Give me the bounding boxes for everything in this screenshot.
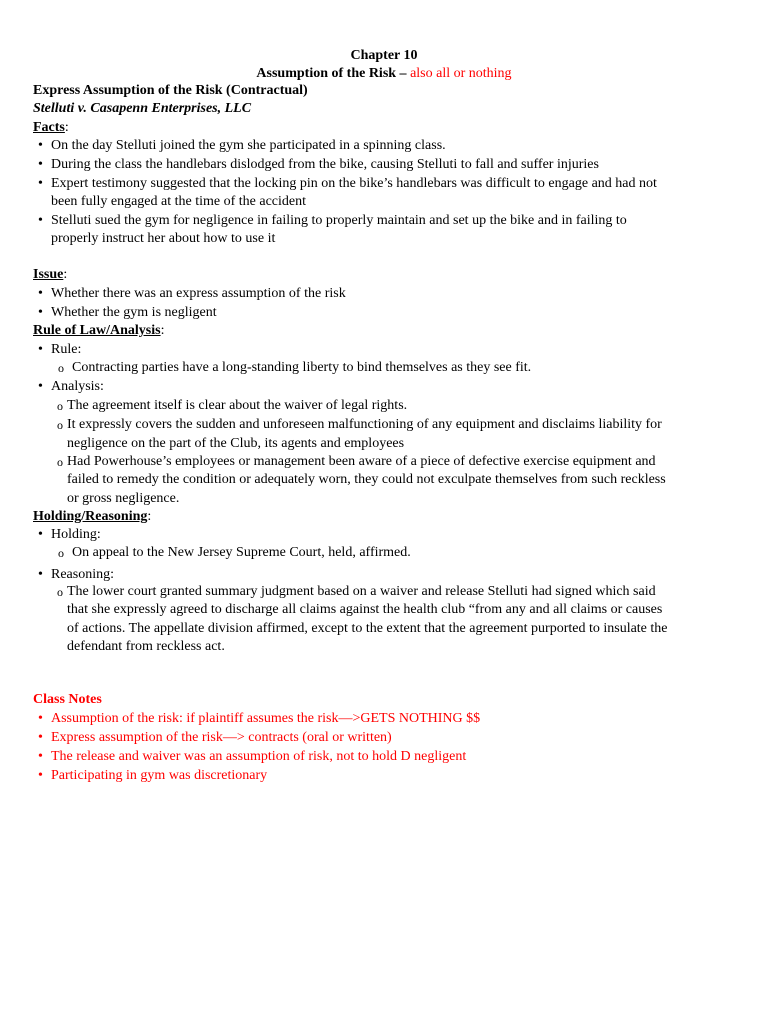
analysis-label: Analysis: — [51, 379, 104, 394]
circle-bullet-icon: o — [57, 399, 63, 413]
reasoning-item-1-cont2: of actions. The appellate division affirmed, except to the extent that the agreement purported to insulate the — [67, 621, 668, 636]
analysis-item-3-cont2: or gross negligence. — [67, 491, 180, 506]
facts-item-3: Expert testimony suggested that the locking pin on the bike’s handlebars was difficult to engage and had not — [51, 176, 657, 191]
class-note-1: Assumption of the risk: if plaintiff assumes the risk—>GETS NOTHING $$ — [51, 711, 481, 726]
page-title — [0, 65, 768, 83]
bullet-icon: • — [38, 213, 43, 228]
reasoning-item-1-cont3: defendant from reckless act. — [67, 639, 225, 654]
bullet-icon: • — [38, 749, 43, 764]
circle-bullet-icon: o — [57, 418, 63, 432]
facts-item-3-cont: been fully engaged at the time of the accident — [51, 194, 307, 209]
bullet-icon: • — [38, 379, 43, 394]
facts-heading: Facts: — [33, 120, 69, 135]
section-title: Express Assumption of the Risk (Contractual) — [33, 83, 308, 98]
issue-heading: Issue: — [33, 267, 68, 282]
reasoning-item-1-cont: that she expressly agreed to discharge all claims against the health club “from any and all claims or causes — [67, 602, 663, 617]
class-note-3: The release and waiver was an assumption of risk, not to hold D negligent — [51, 749, 467, 764]
holding-label: Holding: — [51, 527, 101, 542]
class-notes-heading: Class Notes — [33, 692, 102, 707]
class-note-2: Express assumption of the risk—> contracts (oral or written) — [51, 730, 392, 745]
bullet-icon: • — [38, 342, 43, 357]
circle-bullet-icon: o — [58, 361, 64, 375]
circle-bullet-icon: o — [57, 585, 63, 599]
bullet-icon: • — [38, 768, 43, 783]
analysis-item-3: Had Powerhouse’s employees or management been aware of a piece of defective exercise equipment and — [67, 454, 656, 469]
issue-item-2: Whether the gym is negligent — [51, 305, 217, 320]
analysis-item-2-cont: negligence on the part of the Club, its agents and employees — [67, 436, 405, 451]
facts-item-4-cont: properly instruct her about how to use it — [51, 231, 276, 246]
chapter-label: Chapter 10 — [350, 48, 418, 63]
rule-label: Rule: — [51, 342, 82, 357]
holding-heading: Holding/Reasoning: — [33, 509, 152, 524]
issue-item-1: Whether there was an express assumption of the risk — [51, 286, 346, 301]
bullet-icon: • — [38, 711, 43, 726]
bullet-icon: • — [38, 527, 43, 542]
title-main: Assumption of the Risk – — [256, 66, 411, 81]
facts-item-1: On the day Stelluti joined the gym she participated in a spinning class. — [51, 138, 446, 153]
analysis-item-1: The agreement itself is clear about the waiver of legal rights. — [67, 398, 408, 413]
circle-bullet-icon: o — [57, 455, 63, 469]
bullet-icon: • — [38, 286, 43, 301]
facts-item-2: During the class the handlebars dislodged from the bike, causing Stelluti to fall and suffer injuries — [51, 157, 599, 172]
facts-item-4: Stelluti sued the gym for negligence in failing to properly maintain and set up the bike and in failing to — [51, 213, 627, 228]
rule-heading: Rule of Law/Analysis: — [33, 323, 165, 338]
bullet-icon: • — [38, 157, 43, 172]
holding-item-1: On appeal to the New Jersey Supreme Court, held, affirmed. — [72, 545, 411, 560]
analysis-item-3-cont: failed to remedy the condition or adequately worn, they could not exculpate themselves from such reckless — [67, 472, 666, 487]
bullet-icon: • — [38, 305, 43, 320]
case-name: Stelluti v. Casapenn Enterprises, LLC — [33, 101, 252, 116]
bullet-icon: • — [38, 567, 43, 582]
title-red-note: also all or nothing — [410, 66, 512, 81]
rule-item-1: Contracting parties have a long-standing liberty to bind themselves as they see fit. — [72, 360, 532, 375]
bullet-icon: • — [38, 176, 43, 191]
class-note-4: Participating in gym was discretionary — [51, 768, 268, 783]
reasoning-label: Reasoning: — [51, 567, 114, 582]
analysis-item-2: It expressly covers the sudden and unforeseen malfunctioning of any equipment and disclaims liability for — [67, 417, 662, 432]
bullet-icon: • — [38, 730, 43, 745]
reasoning-item-1: The lower court granted summary judgment based on a waiver and release Stelluti had signed which said — [67, 584, 656, 599]
circle-bullet-icon: o — [58, 546, 64, 560]
bullet-icon: • — [38, 138, 43, 153]
